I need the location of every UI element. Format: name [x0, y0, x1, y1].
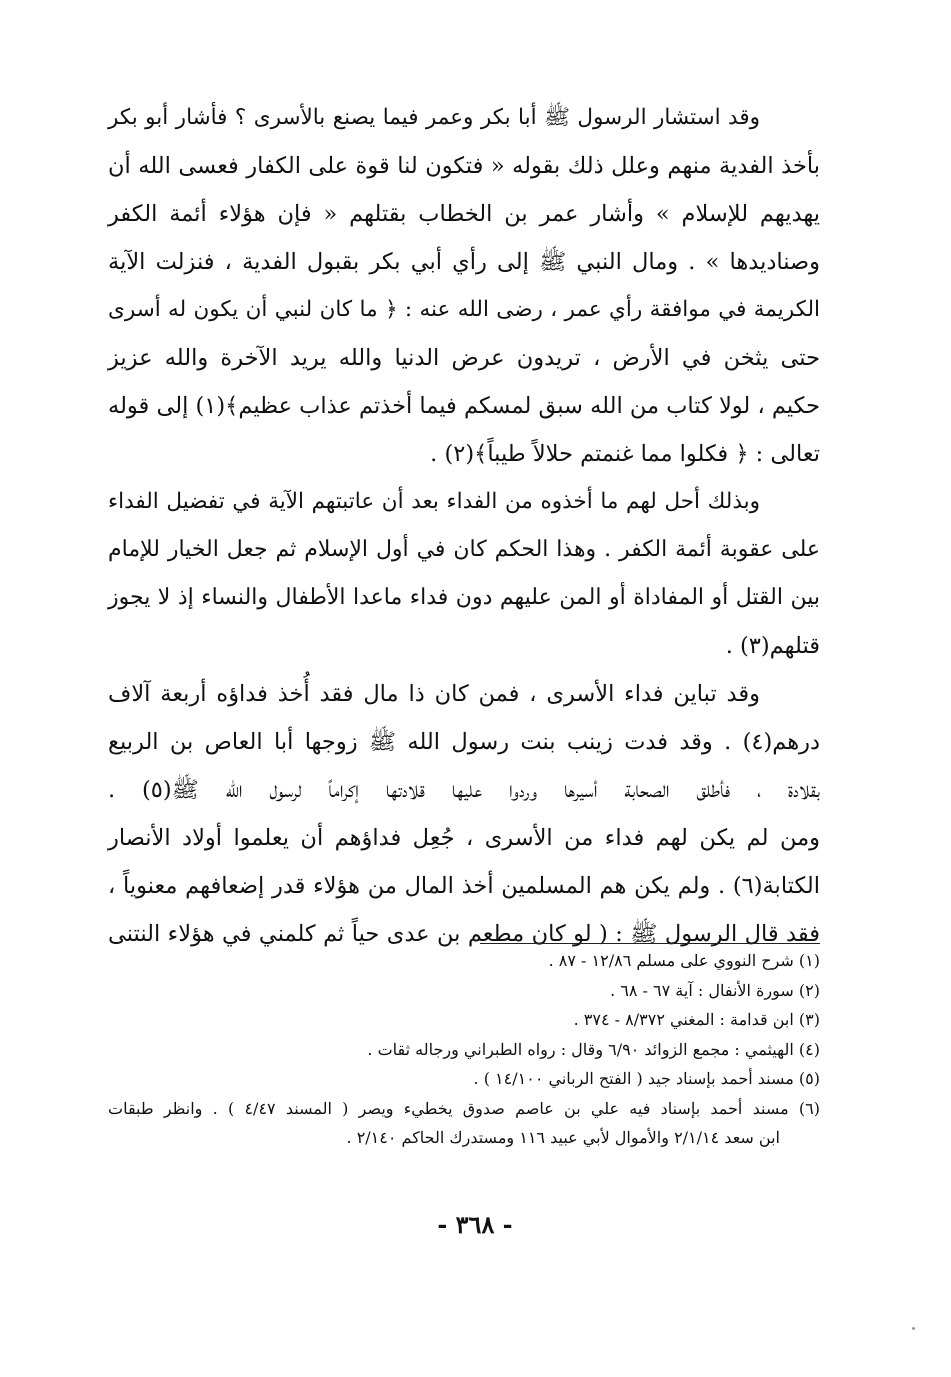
paragraph-line: حتى يثخن في الأرض ، تريدون عرض الدنيا والله يريد الآخرة والله عزيز — [108, 345, 820, 371]
paragraph-line: فقد قال الرسول ﷺ : ( لو كان مطعم بن عدى حياً ثم كلمني في هؤلاء النتنى — [108, 921, 820, 947]
paragraph-line: وبذلك أحل لهم ما أخذوه من الفداء بعد أن عاتبتهم الآية في تفضيل الفداء — [108, 489, 760, 514]
paragraph-line: بأخذ الفدية منهم وعلل ذلك بقوله « فتكون لنا قوة على الكفار فعسى الله أن — [108, 153, 820, 179]
footnotes — [108, 946, 820, 1153]
footnote-divider — [480, 943, 820, 944]
footnote-4: (٤) الهيثمي : مجمع الزوائد ٦/٩٠ وقال : رواه الطبراني ورجاله ثقات . — [367, 1039, 820, 1059]
paragraph-line: بقلادة ، فأطلق الصحابة أسيرها وردوا عليها قلادتها إكراماً لرسول الله ﷺ(٥) . — [108, 777, 820, 803]
paragraph-line: وقد تباين فداء الأسرى ، فمن كان ذا مال فقد أُخذ فداؤه أربعة آلاف — [108, 681, 760, 707]
footnote-6: (٦) مسند أحمد بإسناد فيه علي بن عاصم صدوق يخطيء ويصر ( المسند ٤/٤٧ ) . وانظر طبقات — [108, 1098, 821, 1118]
paragraph-line: بين القتل أو المفاداة أو المن عليهم دون فداء ماعدا الأطفال والنساء إذ لا يجوز — [108, 585, 820, 610]
footnote-3: (٣) ابن قدامة : المغني ٨/٣٧٢ - ٣٧٤ . — [573, 1010, 820, 1029]
paragraph-line: تعالى : ﴿ فكلوا مما غنمتم حلالاً طيباً﴾(٢) . — [430, 441, 820, 467]
main-text — [108, 94, 820, 958]
paragraph-line: وقد استشار الرسول ﷺ أبا بكر وعمر فيما يصنع بالأسرى ؟ فأشار أبو بكر — [108, 105, 760, 130]
footnote-2: (٢) سورة الأنفال : آية ٦٧ - ٦٨ . — [610, 980, 820, 1000]
footnote-6-continuation: ابن سعد ٢/١/١٤ والأموال لأبي عبيد ١١٦ ومستدرك الحاكم ٢/١٤٠ . — [346, 1128, 780, 1147]
paragraph-line: يهديهم للإسلام » وأشار عمر بن الخطاب بقتلهم « فإن هؤلاء أئمة الكفر — [108, 201, 820, 227]
scan-speck — [912, 1327, 915, 1330]
paragraph-line: قتلهم(٣) . — [725, 633, 820, 659]
paragraph-line: ومن لم يكن لهم فداء من الأسرى ، جُعِل فداؤهم أن يعلموا أولاد الأنصار — [108, 825, 820, 851]
footnote-1: (١) شرح النووي على مسلم ١٢/٨٦ - ٨٧ . — [548, 951, 820, 970]
page-number: - ٣٦٨ - — [437, 1210, 513, 1239]
paragraph-line: وصناديدها » . ومال النبي ﷺ إلى رأي أبي بكر بقبول الفدية ، فنزلت الآية — [108, 249, 820, 275]
paragraph-line: الكتابة(٦) . ولم يكن هم المسلمين أخذ المال من هؤلاء قدر إضعافهم معنوياً ، — [108, 873, 820, 899]
paragraph-line: درهم(٤) . وقد فدت زينب بنت رسول الله ﷺ زوجها أبا العاص بن الربيع — [108, 729, 820, 755]
paragraph-line: حكيم ، لولا كتاب من الله سبق لمسكم فيما أخذتم عذاب عظيم﴾(١) إلى قوله — [108, 393, 820, 419]
footnote-5: (٥) مسند أحمد بإسناد جيد ( الفتح الرباني ١٤/١٠٠ ) . — [473, 1069, 820, 1088]
paragraph-line: الكريمة في موافقة رأي عمر ، رضى الله عنه : ﴿ ما كان لنبي أن يكون له أسرى — [108, 297, 820, 322]
paragraph-line: على عقوبة أئمة الكفر . وهذا الحكم كان في أول الإسلام ثم جعل الخيار للإمام — [108, 537, 820, 562]
